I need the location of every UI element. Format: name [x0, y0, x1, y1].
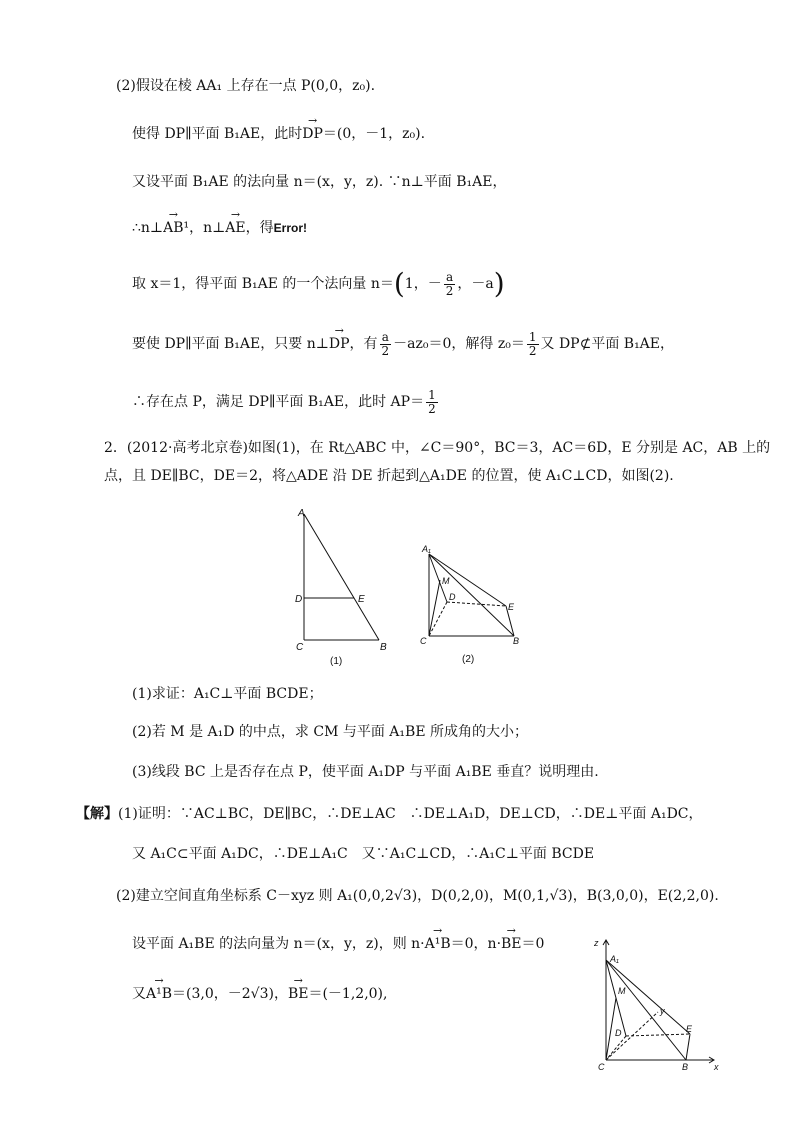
label-x: x [714, 1062, 719, 1072]
vector-dp: → DP [302, 124, 323, 144]
label-e: E [508, 602, 515, 612]
text: 设平面 A₁BE 的法向量为 n＝(x，y，z)，则 n· [132, 936, 425, 952]
label-c: C [598, 1062, 605, 1072]
label-b: B [682, 1062, 689, 1072]
line-p2-3: 又设平面 B₁AE 的法向量 n＝(x，y，z). ∵n⊥平面 B₁AE， [132, 174, 507, 190]
text: ，得 [245, 220, 274, 236]
side-ab [304, 514, 379, 640]
solution-tag: 【解】 [76, 806, 118, 822]
label-e: E [686, 1024, 693, 1034]
figure-3 [590, 936, 730, 1076]
label-m: M [442, 576, 450, 586]
segment-cm [429, 580, 440, 636]
text: －az₀＝0，解得 z₀＝ [393, 336, 525, 352]
text: ∴n⊥ [132, 220, 164, 236]
numerator: a [380, 331, 392, 345]
solution-line5 [132, 984, 387, 1004]
label-c: C [296, 642, 304, 653]
text: ¹，n⊥ [183, 220, 226, 236]
edge-a1b [429, 554, 514, 636]
question-2: (2)若 M 是 A₁D 的中点，求 CM 与平面 A₁BE 所成角的大小； [132, 724, 528, 740]
text: ，－a [457, 276, 494, 292]
edge-dc [429, 602, 447, 636]
text: ＝(0，－1，z₀). [322, 126, 426, 142]
line-p2-7 [132, 384, 440, 420]
error-text: Error! [273, 221, 307, 235]
vector-a1b: → A¹B [425, 934, 451, 954]
denominator: 2 [381, 343, 390, 358]
text: 使得 DP∥平面 B₁AE，此时 [132, 126, 303, 142]
vector-a1b: → A¹B [146, 984, 172, 1004]
label-d: D [449, 592, 456, 602]
label-z: z [594, 938, 599, 948]
fraction-a-2 [444, 271, 456, 298]
edge-a1e [429, 554, 506, 606]
label-b: B [513, 636, 520, 646]
edge-de [626, 1034, 690, 1036]
figure-1 [290, 500, 400, 670]
solution-line3: (2)建立空间直角坐标系 C－xyz 则 A₁(0,0,2√3)，D(0,2,0)，M(0,1,√3)，B(3,0,0)，E(2,2,0). [116, 888, 719, 904]
text: 又 DP⊄平面 B₁AE， [540, 336, 675, 352]
edge-eb [686, 1034, 690, 1060]
line-p2-2 [132, 124, 425, 144]
fraction-1-2 [426, 389, 438, 416]
question-1: (1)求证：A₁C⊥平面 BCDE； [132, 686, 323, 702]
numerator: 1 [528, 329, 537, 344]
text: ＝(3,0，－2√3)， [172, 986, 288, 1002]
paren-right: ) [493, 267, 505, 300]
text: ＝0 [521, 936, 545, 952]
label-d: D [615, 1028, 622, 1038]
text: ∴存在点 P，满足 DP∥平面 B₁AE，此时 AP＝ [132, 394, 425, 410]
fraction-a-2 [380, 331, 392, 358]
text: 取 x＝1，得平面 B₁AE 的一个法向量 n＝ [132, 276, 394, 292]
text: 要使 DP∥平面 B₁AE，只要 n⊥ [132, 336, 329, 352]
problem2-line1: 2．(2012·高考北京卷)如图(1)，在 Rt△ABC 中，∠C＝90°，BC＝3，AC＝6D，E 分别是 AC，AB 上的 [104, 440, 771, 456]
vector-ae: → AE [225, 218, 245, 238]
line-p2-5 [132, 266, 505, 302]
solution-line2: 又 A₁C⊂平面 A₁DC，∴DE⊥A₁C 又∵A₁C⊥CD，∴A₁C⊥平面 BCDE [132, 846, 595, 862]
edge-de [447, 602, 506, 606]
caption-1: (1) [330, 656, 343, 667]
denominator: 2 [528, 343, 537, 358]
text: ＝(－1,2,0), [308, 986, 388, 1002]
caption-2: (2) [462, 654, 475, 665]
solution-line1 [76, 804, 703, 824]
vector-be: → BE [501, 934, 522, 954]
axis-y [606, 1012, 658, 1060]
figure-2 [418, 540, 538, 670]
text: 1，－ [404, 276, 442, 292]
solution-line4 [132, 934, 544, 954]
line-p2-4 [132, 218, 307, 238]
edge-a1e [606, 960, 690, 1034]
label-a1: A₁ [422, 544, 431, 554]
label-a1: A₁ [610, 954, 619, 964]
label-a: A [298, 508, 305, 519]
fraction-1-2 [527, 331, 539, 358]
vector-ab: → AB [163, 218, 183, 238]
line-p2-1: (2)假设在棱 AA₁ 上存在一点 P(0,0，z₀). [116, 78, 376, 94]
label-m: M [618, 986, 626, 996]
text: ＝0，n· [450, 936, 502, 952]
label-b: B [380, 642, 387, 653]
label-d: D [295, 594, 303, 605]
paren-left: ( [393, 267, 405, 300]
text: 又 [132, 986, 146, 1002]
vector-be: → BE [288, 984, 309, 1004]
question-3: (3)线段 BC 上是否存在点 P，使平面 A₁DP 与平面 A₁BE 垂直？说明理由. [132, 764, 599, 780]
denominator: 2 [445, 283, 454, 298]
text: ，有 [349, 336, 378, 352]
label-e: E [358, 594, 365, 605]
line-p2-6 [132, 326, 674, 362]
text: (1)证明：∵AC⊥BC，DE∥BC，∴DE⊥AC ∴DE⊥A₁D，DE⊥CD，∴DE⊥平面 A₁DC， [118, 806, 703, 822]
label-y: y [660, 1006, 665, 1016]
problem2-line2: 点，且 DE∥BC，DE＝2，将△ADE 沿 DE 折起到△A₁DE 的位置，使 A₁C⊥CD，如图(2). [104, 468, 674, 484]
label-c: C [420, 636, 427, 646]
numerator: a [444, 271, 456, 285]
denominator: 2 [428, 401, 436, 416]
vector-dp: → DP [329, 326, 350, 362]
numerator: 1 [428, 387, 436, 402]
